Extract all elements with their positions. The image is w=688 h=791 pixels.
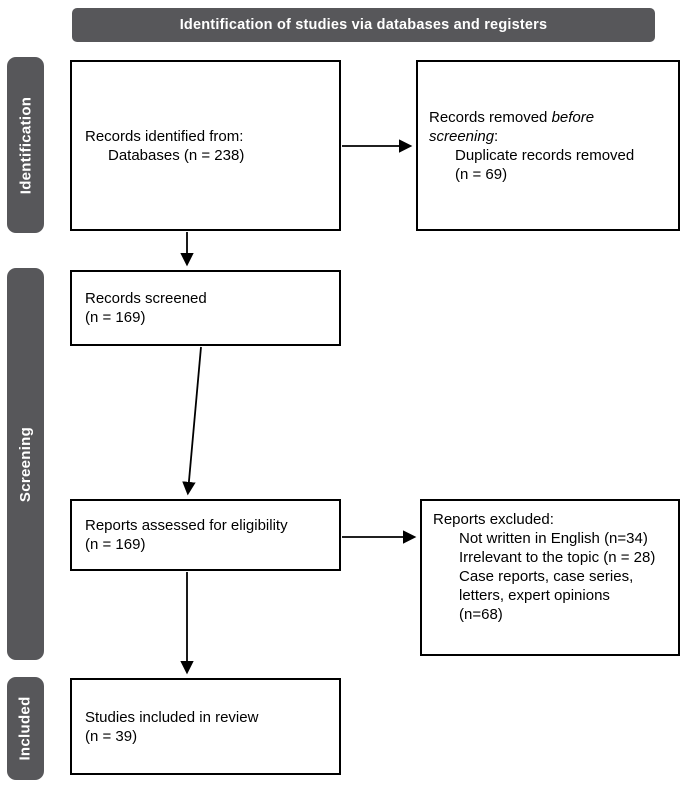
stage-bar-included	[7, 677, 44, 780]
reports-excluded-reason: letters, expert opinions	[459, 587, 610, 604]
records-identified-line2: Databases (n = 238)	[108, 146, 245, 164]
reports-excluded-reason: Case reports, case series,	[459, 568, 634, 585]
records-removed-line1	[429, 108, 672, 127]
records-screened-box	[70, 270, 341, 346]
diagram-header-title: Identification of studies via databases and registers	[179, 17, 548, 33]
reports-assessed-box	[70, 499, 341, 571]
stage-bar-identification	[7, 57, 44, 233]
records-removed-line1-text: Records removed	[429, 108, 548, 126]
records-removed-line2	[429, 127, 672, 146]
studies-included-line1: Studies included in review	[85, 708, 259, 726]
reports-assessed-line2: (n = 169)	[85, 536, 146, 553]
records-removed-line2-colon: :	[494, 127, 499, 145]
reports-excluded-box	[420, 499, 680, 656]
reports-excluded-title: Reports excluded:	[433, 511, 554, 528]
records-screened-line2: (n = 169)	[85, 309, 146, 326]
reports-assessed-line1: Reports assessed for eligibility	[85, 517, 288, 534]
reports-excluded-reason: (n=68)	[459, 606, 503, 623]
studies-included-box	[70, 678, 341, 775]
stage-bar-screening	[7, 268, 44, 660]
records-removed-line4: (n = 69)	[455, 165, 508, 183]
stage-label-included: Included	[17, 696, 35, 761]
studies-included-line2: (n = 39)	[85, 727, 138, 745]
arrow-screened-to-assessed	[188, 347, 201, 492]
records-removed-line2-italic: screening	[429, 127, 495, 145]
stage-label-screening: Screening	[17, 426, 35, 502]
records-screened-line1: Records screened	[85, 290, 207, 307]
reports-excluded-reason: Irrelevant to the topic (n = 28)	[459, 549, 656, 566]
stage-label-identification: Identification	[17, 96, 35, 194]
records-removed-box	[416, 60, 680, 231]
records-removed-line1-italic: before	[551, 108, 595, 126]
records-identified-line1: Records identified from:	[85, 127, 244, 145]
reports-excluded-reason: Not written in English (n=34)	[459, 530, 648, 547]
records-removed-line3: Duplicate records removed	[455, 146, 635, 164]
diagram-header	[72, 8, 655, 42]
records-identified-box	[70, 60, 341, 231]
